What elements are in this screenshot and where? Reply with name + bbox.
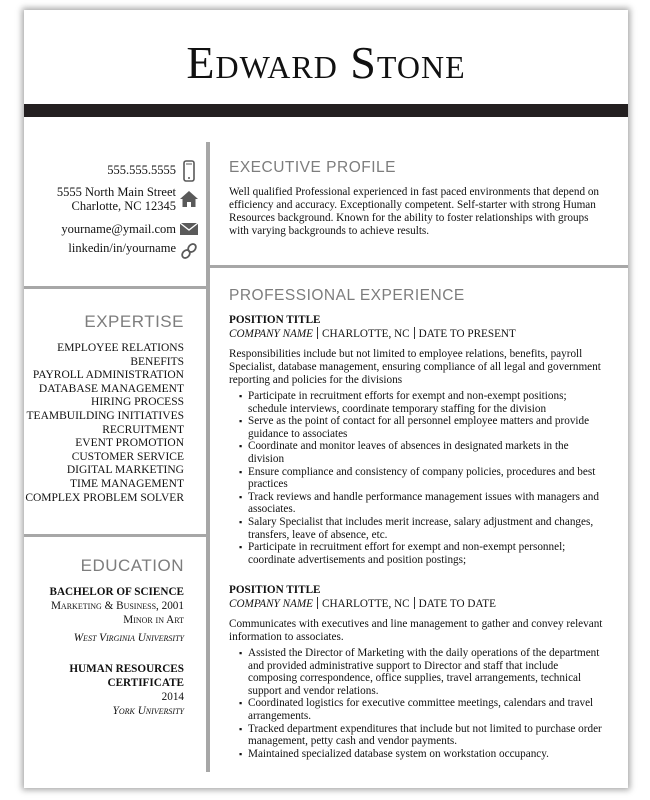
certificate-name-line1: HUMAN RESOURCES [69,663,184,675]
expertise-item: RECRUITMENT [102,423,184,436]
job-2-summary: Communicates with executives and line management to gather and convey relevant information to associates. [229,618,603,643]
bullet-item: ▪ Ensure compliance and consistency of company policies, procedures and best practices [239,466,607,491]
separator [317,597,318,609]
resume-page [24,10,628,788]
expertise-item: PAYROLL ADMINISTRATION [32,369,184,382]
job-dates: DATE TO DATE [418,598,496,610]
job-location: CHARLOTTE, NC [322,328,410,340]
link-icon [178,240,200,262]
bullet-item: ▪ Participate in recruitment efforts for exempt and non-exempt positions; schedule interviews, coordinate temporary staffing for the division [239,390,607,415]
education-degree-1 [50,585,184,645]
contact-email: yourname@ymail.com [61,222,176,236]
job-position: POSITION TITLE [229,314,321,326]
expertise-item: CUSTOMER SERVICE [71,450,184,463]
job-company-line [229,597,609,611]
expertise-item: TEAMBUILDING INITIATIVES [26,409,184,422]
expertise-item: HIRING PROCESS [91,396,184,409]
bullet-item: ▪ Maintained specialized database system on workstation occupancy. [239,748,607,761]
bullet-item: ▪ Assisted the Director of Marketing with the daily operations of the department and provided administrative support to Director and staff that include composing correspondence, office supplies, travel arrangements, technical support and vendor relations. [239,647,607,697]
profile-title: EXECUTIVE PROFILE [229,159,396,176]
expertise-item: EMPLOYEE RELATIONS [57,342,184,354]
job-company: COMPANY NAME [229,328,314,340]
column-divider [206,142,210,772]
separator [414,327,415,339]
job-dates: DATE TO PRESENT [418,328,516,340]
job-company: COMPANY NAME [229,598,314,610]
bullet-item: ▪ Salary Specialist that includes merit increase, salary adjustment and changes, transfers, leave of absence, etc. [239,516,607,541]
bullet-item: ▪ Participate in recruitment effort for exempt and non-exempt personnel; coordinate advertisements and position postings; [239,541,607,566]
contact-divider [24,286,210,289]
certificate-name-line2: CERTIFICATE [107,677,184,689]
bullet-item: ▪ Coordinated logistics for executive committee meetings, calendars and travel arrangements. [239,697,607,722]
mail-icon [178,218,200,240]
education-degree-2 [69,662,184,718]
bullet-item: ▪ Track reviews and handle performance management issues with managers and associates. [239,491,607,516]
job-2-header [229,584,609,611]
education-title: EDUCATION [80,556,184,575]
degree-name: BACHELOR OF SCIENCE [49,586,184,598]
job-1-summary: Responsibilities include but not limited to employee relations, benefits, payroll Specialist, database management, ensuring compliance of all legal and government reporting and policies for the divisions [229,348,601,386]
bullet-item: ▪ Coordinate and monitor leaves of absences in designated markets in the division [239,440,607,465]
certificate-year: 2014 [161,691,184,703]
expertise-list [25,342,184,505]
expertise-item: TIME MANAGEMENT [69,477,184,490]
certificate-school: York University [112,705,184,717]
expertise-item: COMPLEX PROBLEM SOLVER [25,491,184,504]
job-1-bullets [239,390,607,566]
expertise-title: EXPERTISE [84,312,184,331]
expertise-divider [24,534,210,537]
job-position: POSITION TITLE [229,584,321,596]
bullet-item: ▪ Serve as the point of contact for all personnel employee matters and provide guidance to associates [239,415,607,440]
job-location: CHARLOTTE, NC [322,598,410,610]
contact-linkedin: linkedin/in/yourname [68,241,176,255]
job-1-header [229,314,609,341]
contact-address-line1: 5555 North Main Street [56,185,176,199]
experience-title: PROFESSIONAL EXPERIENCE [229,287,465,304]
profile-text: Well qualified Professional experienced in fast paced environments that depend on efficiency and accuracy. Exceptionally competent. Self-starter with strong Human Resources background. Known for the ability to foster relationships with groups with varying backgrounds to achieve results. [229,186,600,237]
header-divider-bar [24,104,628,117]
phone-icon [178,160,200,182]
profile-divider [206,265,628,268]
bullet-item: ▪ Tracked department expenditures that include but not limited to purchase order management, petty cash and vendor payments. [239,723,607,748]
expertise-item: DIGITAL MARKETING [66,464,184,477]
separator [317,327,318,339]
contact-phone: 555.555.5555 [107,163,176,177]
expertise-item: BENEFITS [130,355,184,368]
resume-header [24,10,628,104]
separator [414,597,415,609]
degree-school: West Virginia University [73,632,184,644]
contact-address-line2: Charlotte, NC 12345 [71,199,176,213]
degree-major: Marketing & Business, 2001 [50,600,184,612]
expertise-item: DATABASE MANAGEMENT [38,382,184,395]
degree-minor: Minor in Art [123,614,184,626]
expertise-item: EVENT PROMOTION [75,437,184,450]
home-icon [178,188,200,210]
candidate-name: Edward Stone [186,37,466,88]
job-2-bullets [239,647,607,760]
job-company-line [229,327,609,341]
